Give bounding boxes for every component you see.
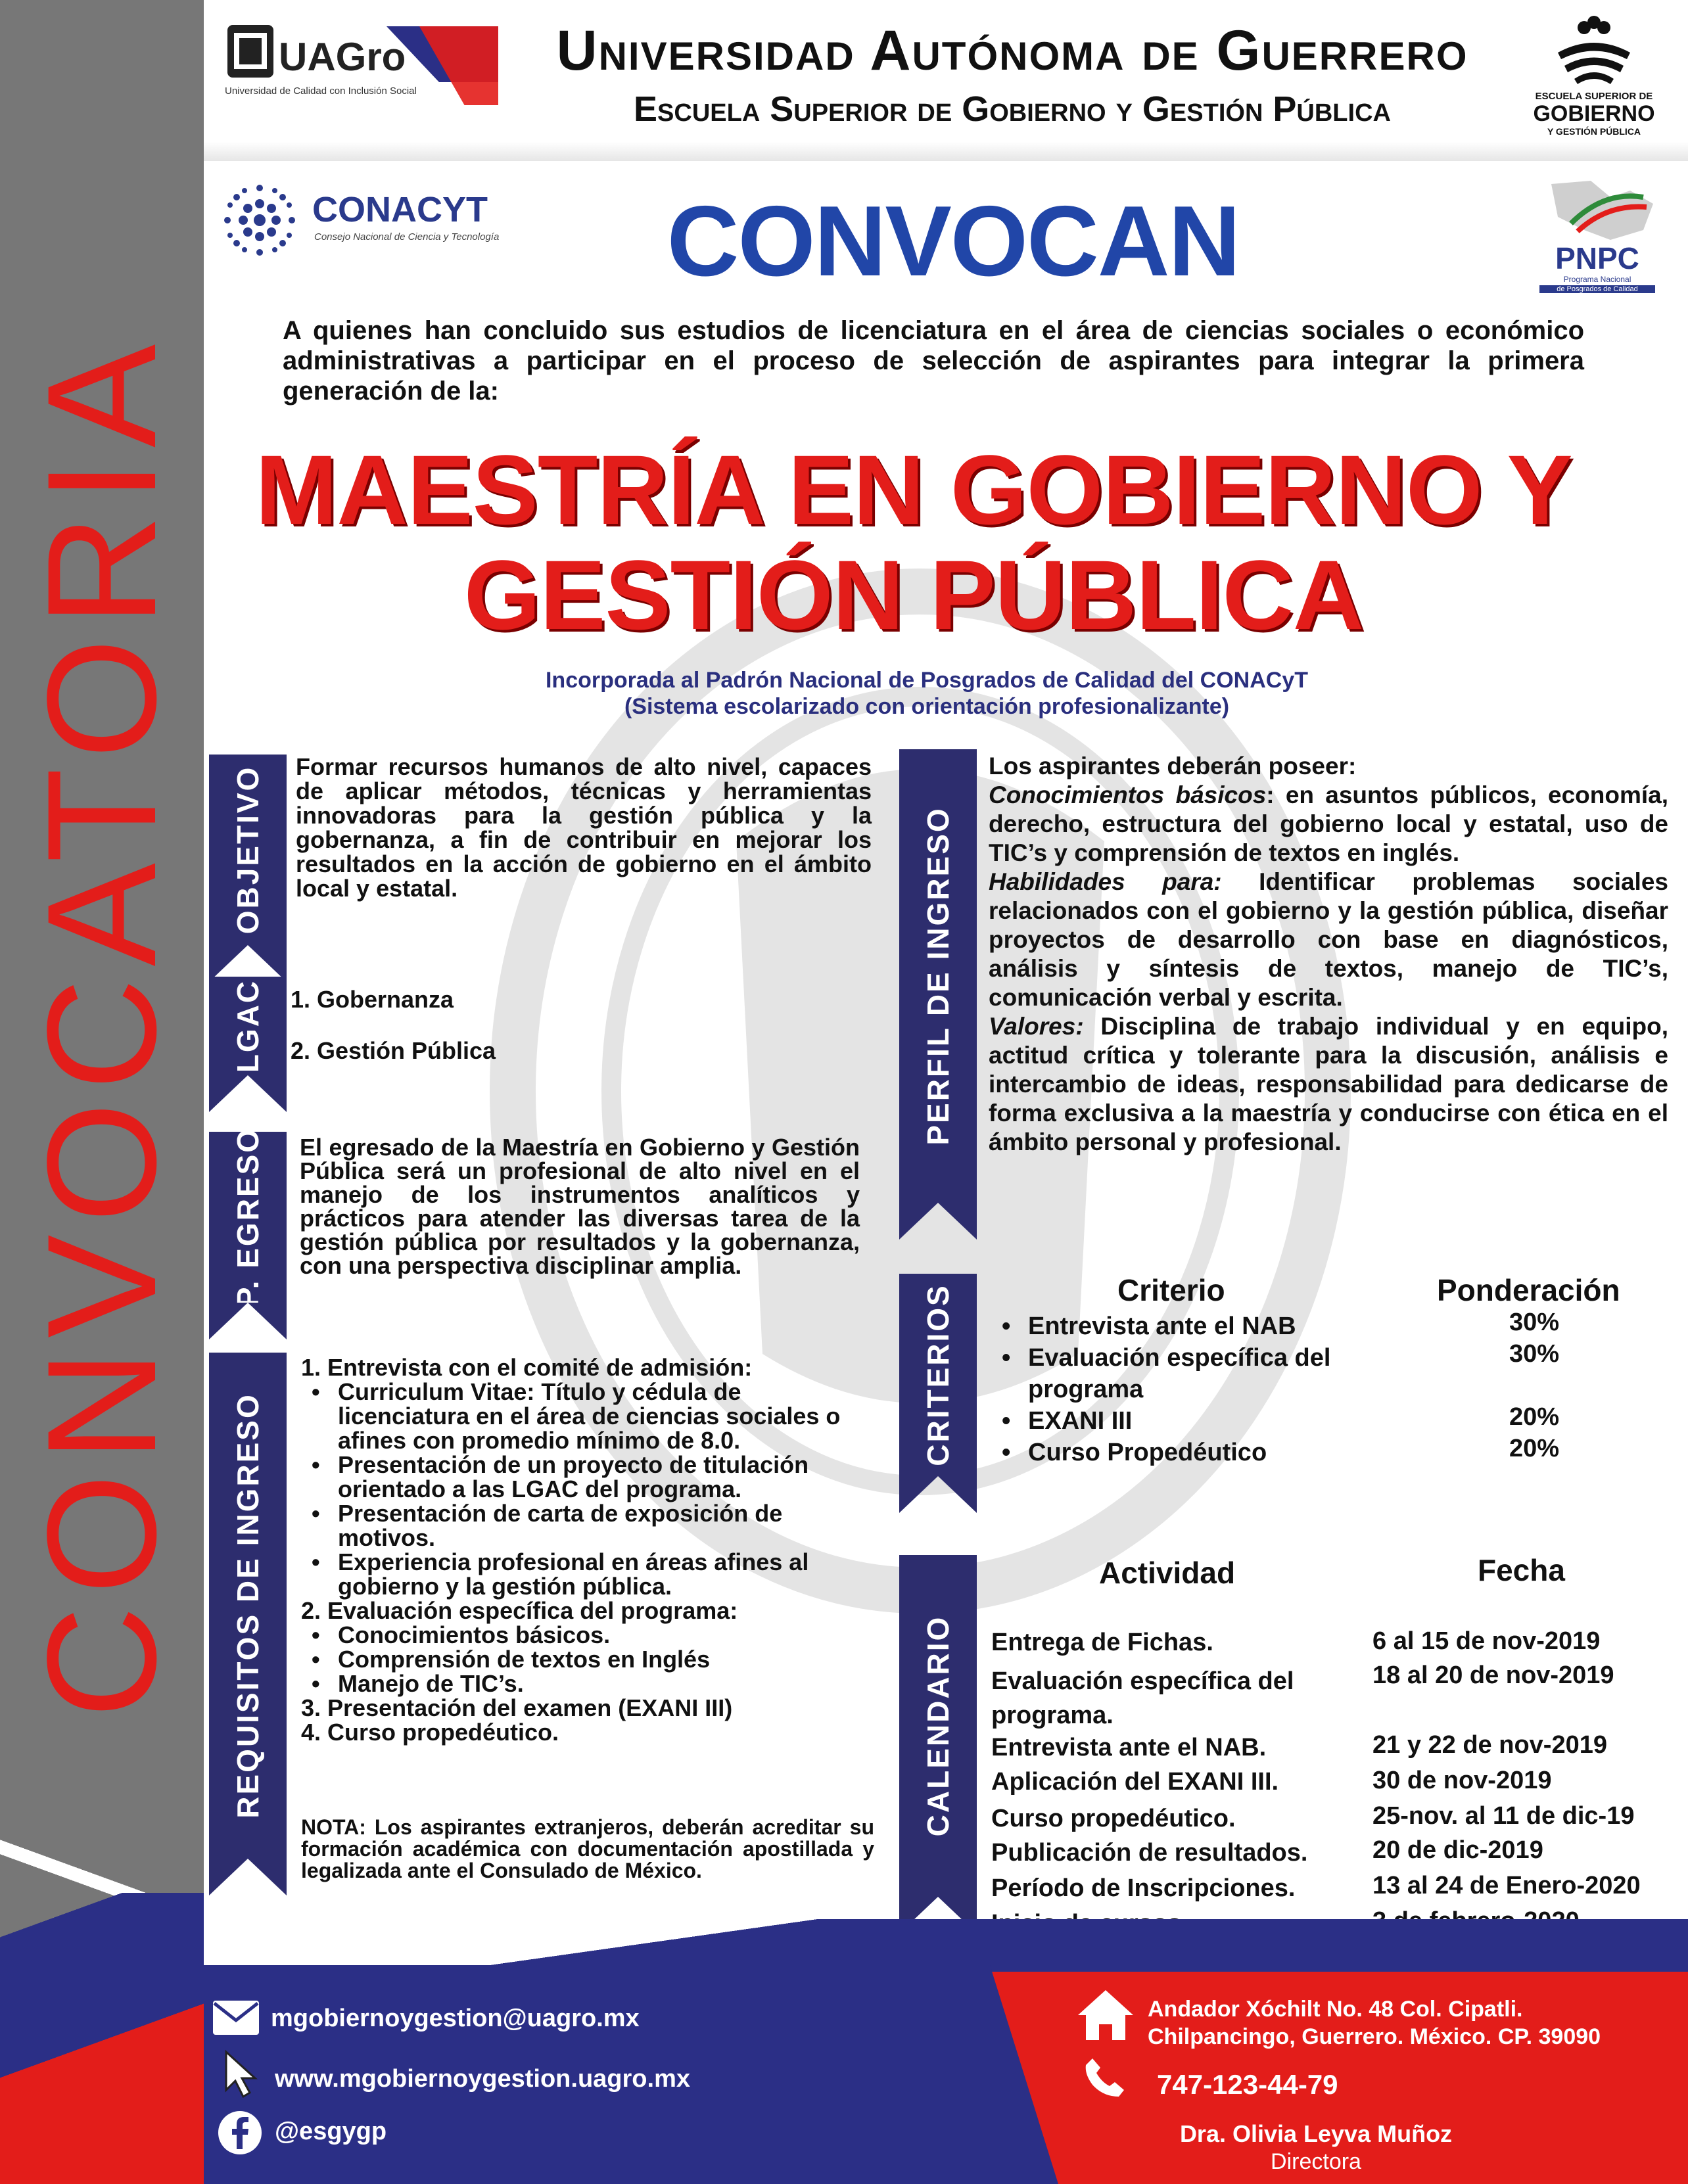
perfil-label: PERFIL DE INGRESO	[921, 806, 955, 1146]
home-icon	[1075, 1987, 1136, 2046]
conacyt-logo	[217, 177, 506, 263]
calendario-actividad: Aplicación del EXANI III.	[991, 1768, 1279, 1796]
criterios-col-ponderacion: Ponderación	[1437, 1273, 1620, 1307]
calendario-banner	[899, 1555, 977, 1897]
padron-line2: (Sistema escolarizado con orientación profesionalizante)	[624, 694, 1230, 719]
ponderacion-value: 30%	[1509, 1309, 1560, 1336]
criterios-banner	[899, 1274, 977, 1476]
address	[1148, 1995, 1601, 2051]
email-link[interactable]: mgobiernoygestion@uagro.mx	[271, 2005, 640, 2032]
requisitos-label: REQUISITOS DE INGRESO	[231, 1393, 265, 1819]
calendario-actividad: Entrega de Fichas.	[991, 1629, 1213, 1656]
requisitos-step-4: 4. Curso propedéutico.	[301, 1719, 559, 1746]
calendario-actividad: Curso propedéutico.	[991, 1805, 1236, 1832]
requisitos-step2-item: • Comprensión de textos en Inglés	[338, 1647, 866, 1671]
requisitos-step-2: 2. Evaluación específica del programa:	[301, 1597, 738, 1624]
pnpc-wordmark: PNPC	[1555, 241, 1639, 275]
program-title	[223, 434, 1604, 650]
calendario-fecha: 25-nov. al 11 de dic-19	[1372, 1802, 1635, 1830]
perfil-valores	[989, 1012, 1668, 1157]
address-line1: Andador Xóchilt No. 48 Col. Cipatli.	[1148, 1997, 1523, 2022]
lgac-item-1: 1. Gobernanza	[291, 986, 454, 1013]
calendario-actividad: Evaluación específica del programa.	[991, 1667, 1294, 1729]
calendario-fecha: 20 de dic-2019	[1372, 1836, 1543, 1864]
requisitos-banner	[209, 1353, 287, 1859]
school-logo-line2: GOBIERNO	[1533, 101, 1655, 126]
criterio-item: • EXANI III	[1028, 1405, 1399, 1437]
perfil-habilidades-label: Habilidades para:	[989, 868, 1222, 895]
convocan-heading: CONVOCAN	[667, 185, 1240, 297]
calendario-actividad: Entrevista ante el NAB.	[991, 1734, 1267, 1761]
calendario-actividad: Período de Inscripciones.	[991, 1874, 1296, 1902]
vertical-title: CONVOCATORIA	[15, 332, 189, 1719]
requisitos-step1-item: • Curriculum Vitae: Título y cédula de licenciatura en el área de ciencias sociales o afines con promedio mínimo de 8.0.	[338, 1380, 866, 1452]
requisitos-step1-item: • Experiencia profesional en áreas afines al gobierno y la gestión pública.	[338, 1550, 866, 1598]
phone-number[interactable]: 747-123-44-79	[1157, 2069, 1338, 2100]
director-name: Dra. Olivia Leyva Muñoz	[1179, 2120, 1453, 2147]
perfil-text	[989, 752, 1668, 1157]
requisitos-step1-item: • Presentación de carta de exposición de motivos.	[338, 1501, 866, 1550]
ponderacion-value: 30%	[1509, 1340, 1560, 1368]
stripe-accent-color	[0, 1893, 204, 2184]
calendario-fecha: 6 al 15 de nov-2019	[1372, 1627, 1601, 1655]
cursor-icon	[222, 2049, 262, 2103]
lgac-banner	[209, 977, 287, 1075]
calendario-fecha: 30 de nov-2019	[1372, 1767, 1552, 1794]
requisitos-step1-item: • Presentación de un proyecto de titulación orientado a las LGAC del programa.	[338, 1452, 866, 1501]
perfil-conocimientos-text: : en asuntos públicos, economía, derecho, estructura del gobierno local y estatal, uso de TIC’s y comprensión de textos en inglés.	[989, 781, 1669, 866]
university-title: Universidad Autónoma de Guerrero	[556, 19, 1468, 82]
calendario-fecha: 18 al 20 de nov-2019	[1372, 1661, 1614, 1689]
facebook-icon[interactable]	[217, 2110, 263, 2159]
ponderacion-value: 20%	[1509, 1435, 1560, 1462]
perfil-valores-text: Disciplina de trabajo individual y en equipo, actitud crítica y tolerante para la discusión, análisis e intercambio de ideas, responsabilidad para dedicarse de forma exclusiva a la maestría y conducirse con ética en el ámbito personal y profesional.	[989, 1013, 1668, 1155]
uagro-logo	[222, 20, 498, 105]
egreso-label: P. EGRESO	[231, 1127, 265, 1308]
requisitos-step2-item: • Manejo de TIC’s.	[338, 1671, 866, 1696]
calendario-col-actividad: Actividad	[1099, 1556, 1236, 1590]
left-stripe	[0, 0, 204, 2184]
social-handle[interactable]: @esgygp	[275, 2118, 387, 2145]
pnpc-tagline-1: Programa Nacional	[1563, 275, 1631, 284]
phone-icon	[1083, 2056, 1127, 2103]
criterio-item: • Entrevista ante el NAB	[1028, 1311, 1399, 1342]
criterios-list	[991, 1311, 1399, 1468]
requisitos-nota: NOTA: Los aspirantes extranjeros, deberán acreditar su formación académica con documentación apostillada y legalizada ante el Consulado de México.	[301, 1815, 874, 1882]
intro-paragraph: A quienes han concluido sus estudios de licenciatura en el área de ciencias sociales o económico administrativas a participar en el proceso de selección de aspirantes para integrar la primera generación de la:	[283, 316, 1584, 406]
criterios-label: CRITERIOS	[921, 1284, 955, 1466]
perfil-habilidades-text: Identificar problemas sociales relacionados con el gobierno y la gestión pública, diseñar proyectos de desarrollo con base en diagnósticos, análisis y síntesis de textos, manejo de TIC’s, comunicación verbal y escrita.	[989, 868, 1668, 1011]
uagro-wordmark: UAGro	[279, 35, 406, 79]
perfil-valores-label: Valores:	[989, 1013, 1084, 1040]
school-logo-line1: ESCUELA SUPERIOR DE	[1535, 91, 1653, 102]
padron-line1: Incorporada al Padrón Nacional de Posgrados de Calidad del CONACyT	[545, 668, 1309, 693]
calendario-fecha: 21 y 22 de nov-2019	[1372, 1731, 1607, 1759]
padron-note	[368, 667, 1486, 720]
criterios-col-criterio: Criterio	[1117, 1273, 1225, 1307]
conacyt-tagline: Consejo Nacional de Ciencia y Tecnología	[314, 231, 500, 243]
school-logo	[1512, 13, 1676, 145]
pnpc-logo	[1532, 177, 1663, 302]
calendario-label: CALENDARIO	[921, 1615, 955, 1837]
program-title-line2: GESTIÓN PÚBLICA	[463, 540, 1364, 650]
perfil-intro: Los aspirantes deberán poseer:	[989, 753, 1357, 779]
director-title: Directora	[1271, 2149, 1361, 2174]
lgac-item-2: 2. Gestión Pública	[291, 1037, 496, 1064]
criterio-item: • Evaluación específica del programa	[1028, 1342, 1399, 1405]
requisitos-list	[301, 1355, 866, 1744]
mail-icon	[212, 1999, 260, 2039]
website-link[interactable]: www.mgobiernoygestion.uagro.mx	[275, 2065, 690, 2093]
perfil-banner	[899, 749, 977, 1203]
uagro-tagline: Universidad de Calidad con Inclusión Social	[225, 85, 417, 97]
school-title: Escuela Superior de Gobierno y Gestión Pública	[634, 89, 1391, 129]
conacyt-wordmark: CONACYT	[312, 190, 488, 229]
calendario-fecha: 13 al 24 de Enero-2020	[1372, 1872, 1641, 1899]
pnpc-tagline-2: de Posgrados de Calidad	[1539, 285, 1655, 293]
objetivo-text: Formar recursos humanos de alto nivel, capaces de aplicar métodos, técnicas y herramientas innovadoras para la gestión pública y la gobernanza, a fin de contribuir en mejorar los resultados en la acción de gobierno en el ámbito local y estatal.	[296, 753, 872, 902]
perfil-conocimientos-label: Conocimientos básicos	[989, 781, 1267, 808]
egreso-banner	[209, 1127, 287, 1308]
calendario-col-fecha: Fecha	[1478, 1553, 1565, 1587]
criterio-item: • Curso Propedéutico	[1028, 1437, 1399, 1468]
address-line2: Chilpancingo, Guerrero. México. CP. 39090	[1148, 2024, 1601, 2049]
lgac-label: LGAC	[231, 979, 265, 1073]
ponderacion-value: 20%	[1509, 1403, 1560, 1431]
perfil-conocimientos	[989, 781, 1668, 868]
program-title-line1: MAESTRÍA EN GOBIERNO Y	[255, 434, 1572, 545]
requisitos-step-1: 1. Entrevista con el comité de admisión:	[301, 1354, 753, 1381]
requisitos-step2-item: • Conocimientos básicos.	[338, 1623, 866, 1647]
school-logo-line3: Y GESTIÓN PÚBLICA	[1547, 126, 1641, 137]
objetivo-label: OBJETIVO	[231, 765, 265, 935]
egreso-text: El egresado de la Maestría en Gobierno y Gestión Pública será un profesional de alto nivel en el manejo de los instrumentos analíticos y prácticos para atender las diversas tarea de la gestión pública por resultados y la gobernanza, con una perspectiva disciplinar amplia.	[300, 1134, 860, 1279]
perfil-habilidades	[989, 868, 1668, 1012]
requisitos-step-3: 3. Presentación del examen (EXANI III)	[301, 1694, 733, 1721]
objetivo-banner	[209, 755, 287, 945]
calendario-actividad: Publicación de resultados.	[991, 1839, 1308, 1867]
